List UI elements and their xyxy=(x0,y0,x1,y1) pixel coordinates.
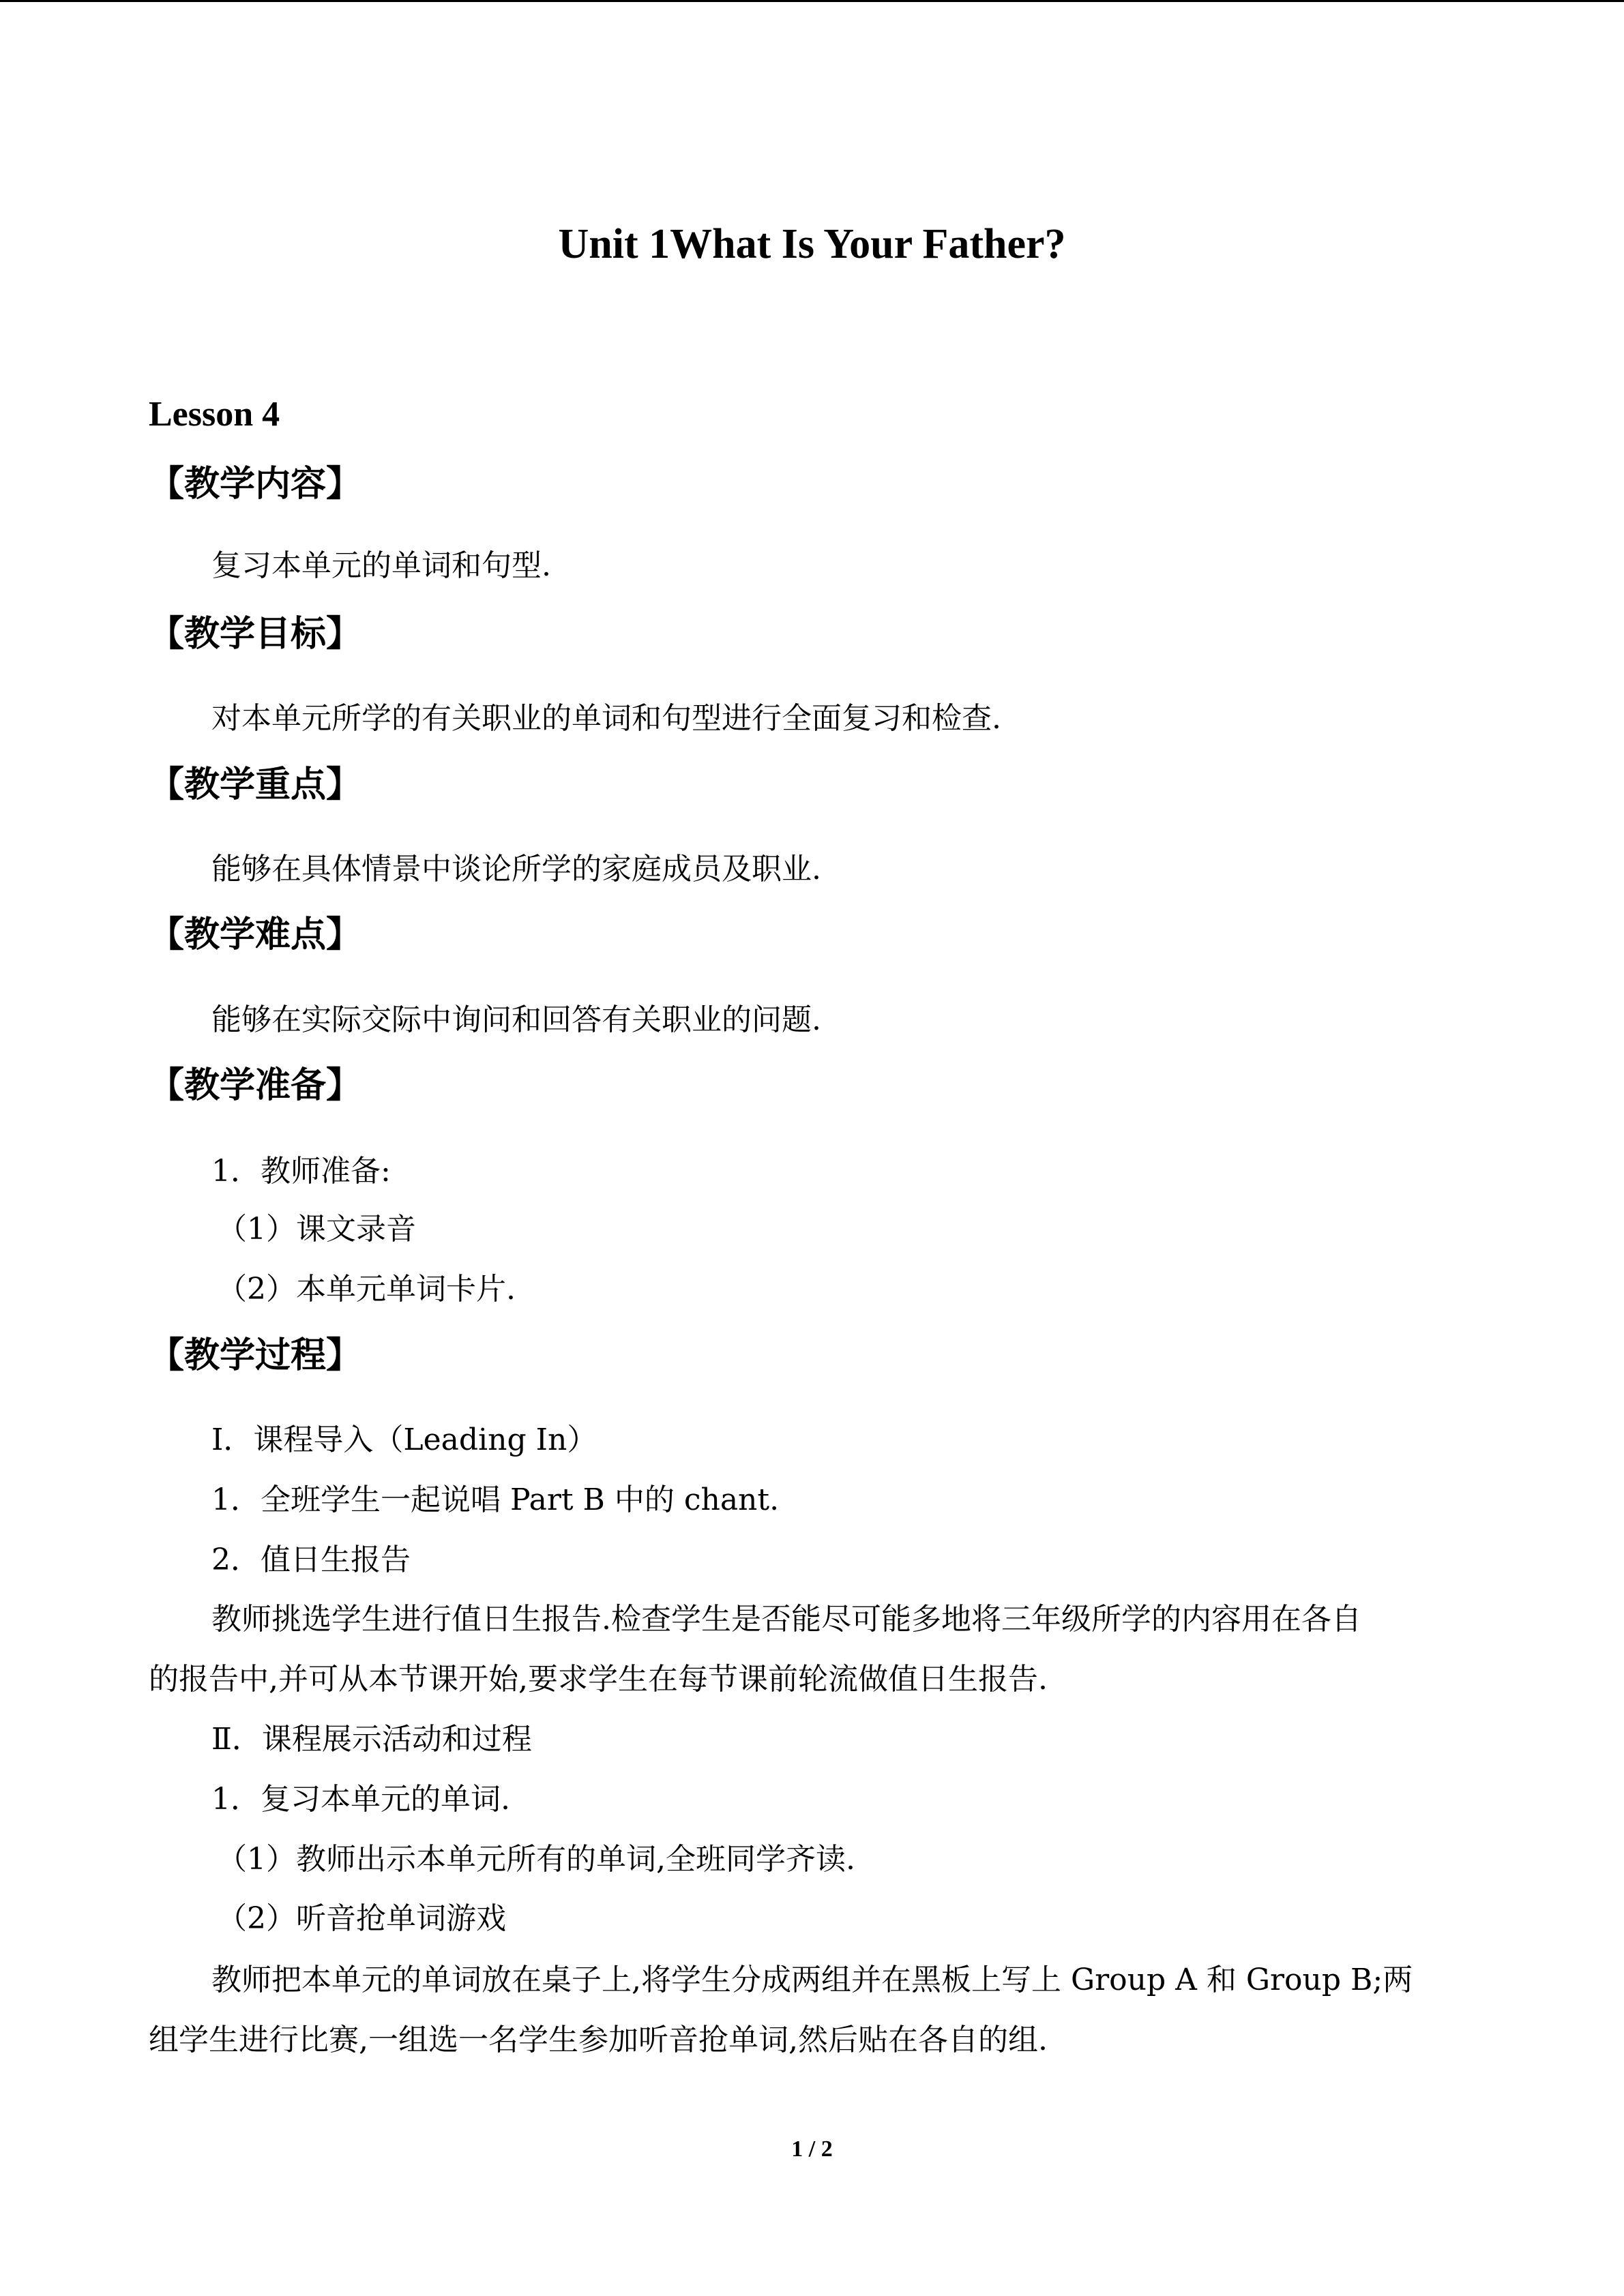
process-substep: （2）听音抢单词游戏 xyxy=(217,1901,506,1936)
section-heading-preparation: 【教学准备】 xyxy=(149,1064,362,1106)
preparation-item: 1．教师准备: xyxy=(211,1154,391,1189)
section-heading-key-points: 【教学重点】 xyxy=(149,764,362,805)
process-step: 2．值日生报告 xyxy=(211,1542,411,1577)
section-heading-objectives: 【教学目标】 xyxy=(149,613,362,655)
document-title: Unit 1What Is Your Father? xyxy=(558,221,1066,267)
lesson-label: Lesson 4 xyxy=(149,395,280,434)
page-number: 1 / 2 xyxy=(791,2136,833,2162)
preparation-subitem: （2）本单元单词卡片. xyxy=(217,1272,516,1307)
preparation-subitem: （1）课文录音 xyxy=(217,1212,416,1247)
process-step-heading: Ⅱ．课程展示活动和过程 xyxy=(211,1722,532,1757)
process-step: 1．全班学生一起说唱 Part B 中的 chant. xyxy=(211,1482,780,1517)
content-text: 复习本单元的单词和句型. xyxy=(211,548,551,583)
process-substep: （1）教师出示本单元所有的单词,全班同学齐读. xyxy=(217,1842,855,1877)
process-paragraph-line: 的报告中,并可从本节课开始,要求学生在每节课前轮流做值日生报告. xyxy=(149,1662,1048,1697)
key-points-text: 能够在具体情景中谈论所学的家庭成员及职业. xyxy=(211,852,821,886)
process-step-heading: Ⅰ．课程导入（Leading In） xyxy=(211,1422,597,1457)
difficulties-text: 能够在实际交际中询问和回答有关职业的问题. xyxy=(211,1002,821,1037)
objectives-text: 对本单元所学的有关职业的单词和句型进行全面复习和检查. xyxy=(211,701,1001,736)
section-heading-difficulties: 【教学难点】 xyxy=(149,914,362,955)
process-paragraph-line: 教师挑选学生进行值日生报告.检查学生是否能尽可能多地将三年级所学的内容用在各自 xyxy=(211,1602,1361,1637)
process-step: 1．复习本单元的单词. xyxy=(211,1782,510,1817)
section-heading-process: 【教学过程】 xyxy=(149,1335,362,1376)
process-paragraph-line: 组学生进行比赛,一组选一名学生参加听音抢单词,然后贴在各自的组. xyxy=(149,2023,1048,2057)
section-heading-content: 【教学内容】 xyxy=(149,463,362,505)
process-paragraph-line: 教师把本单元的单词放在桌子上,将学生分成两组并在黑板上写上 Group A 和 Group B;两 xyxy=(211,1963,1413,1997)
